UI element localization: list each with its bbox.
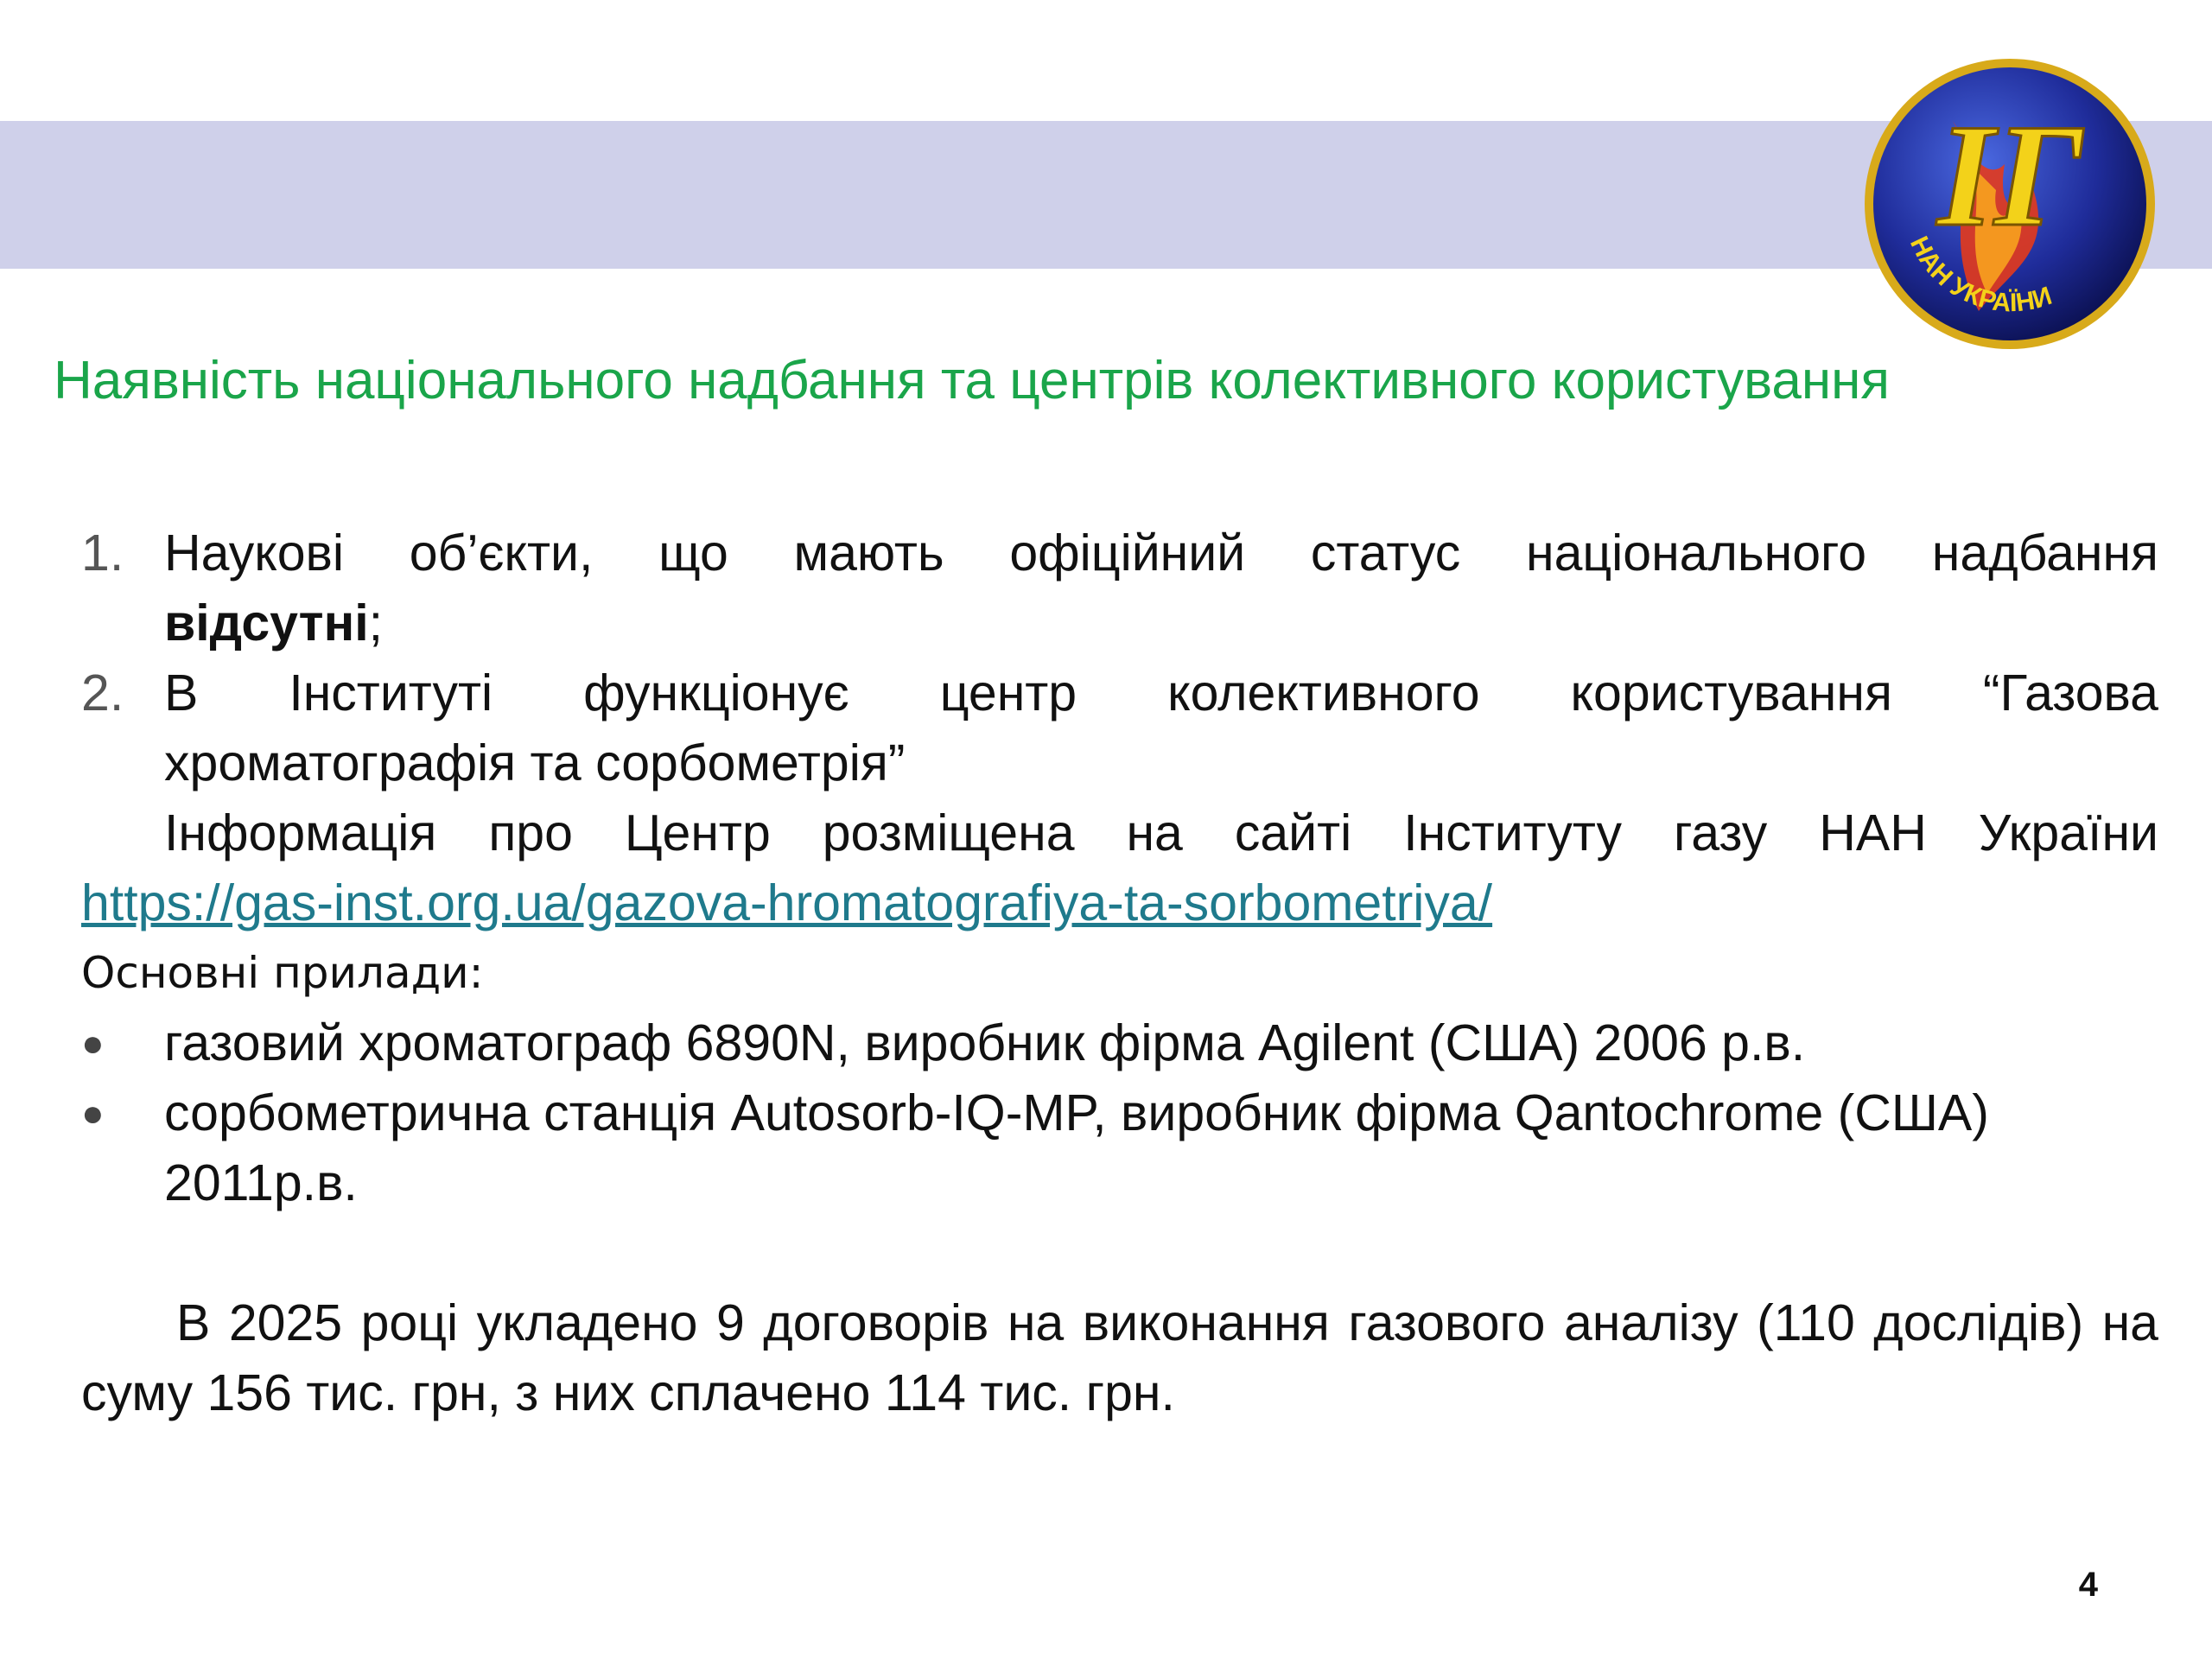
bullet-item [81,1008,2158,1078]
list-number: 1. [81,524,124,582]
bullet-text: сорбометрична станція Autosorb-IQ-MP, виробник фірма Qantochrome (США) 2011р.в. [164,1084,1989,1211]
bullet-icon: ● [81,1022,105,1065]
bullet-icon: ● [81,1092,105,1135]
website-link[interactable]: https://gas-inst.org.ua/gazova-hromatografiya-ta-sorbometriya/ [81,874,1493,931]
list-item [81,658,2158,798]
logo-letters: ІГ [1937,94,2083,257]
page-title: Наявність національного надбання та центрів колективного користування [54,351,1890,410]
instruments-heading: Основні прилади: [81,948,484,998]
list-item [81,518,2158,658]
institute-logo [1858,52,2162,356]
list-item-text: Наукові об’єкти, що мають офіційний статус національного надбання [164,524,2158,582]
page-number: 4 [2078,1566,2098,1604]
summary-paragraph: В 2025 році укладено 9 договорів на виконання газового аналізу (110 дослідів) на суму 156 тис. грн, з них сплачено 114 тис. грн. [81,1294,2158,1421]
list-item-text: В Інституті функціонує центр колективного користування “Газова [164,664,2158,721]
bullet-text: газовий хроматограф 6890N, виробник фірма Agilent (США) 2006 р.в. [164,1014,1806,1071]
spacer [81,1218,2158,1288]
logo-ring-text: НАН УКРАЇНИ [1904,232,2056,318]
emphasis-text: відсутні [164,594,369,652]
list-item-text-continued: хроматографія та сорбометрія” [164,734,906,791]
bullet-item [81,1078,2158,1218]
punctuation: ; [368,594,384,652]
list-number: 2. [81,664,124,721]
slide-content [81,518,2158,1428]
info-text: Інформація про Центр розміщена на сайті Інституту газу НАН України [164,804,2158,861]
